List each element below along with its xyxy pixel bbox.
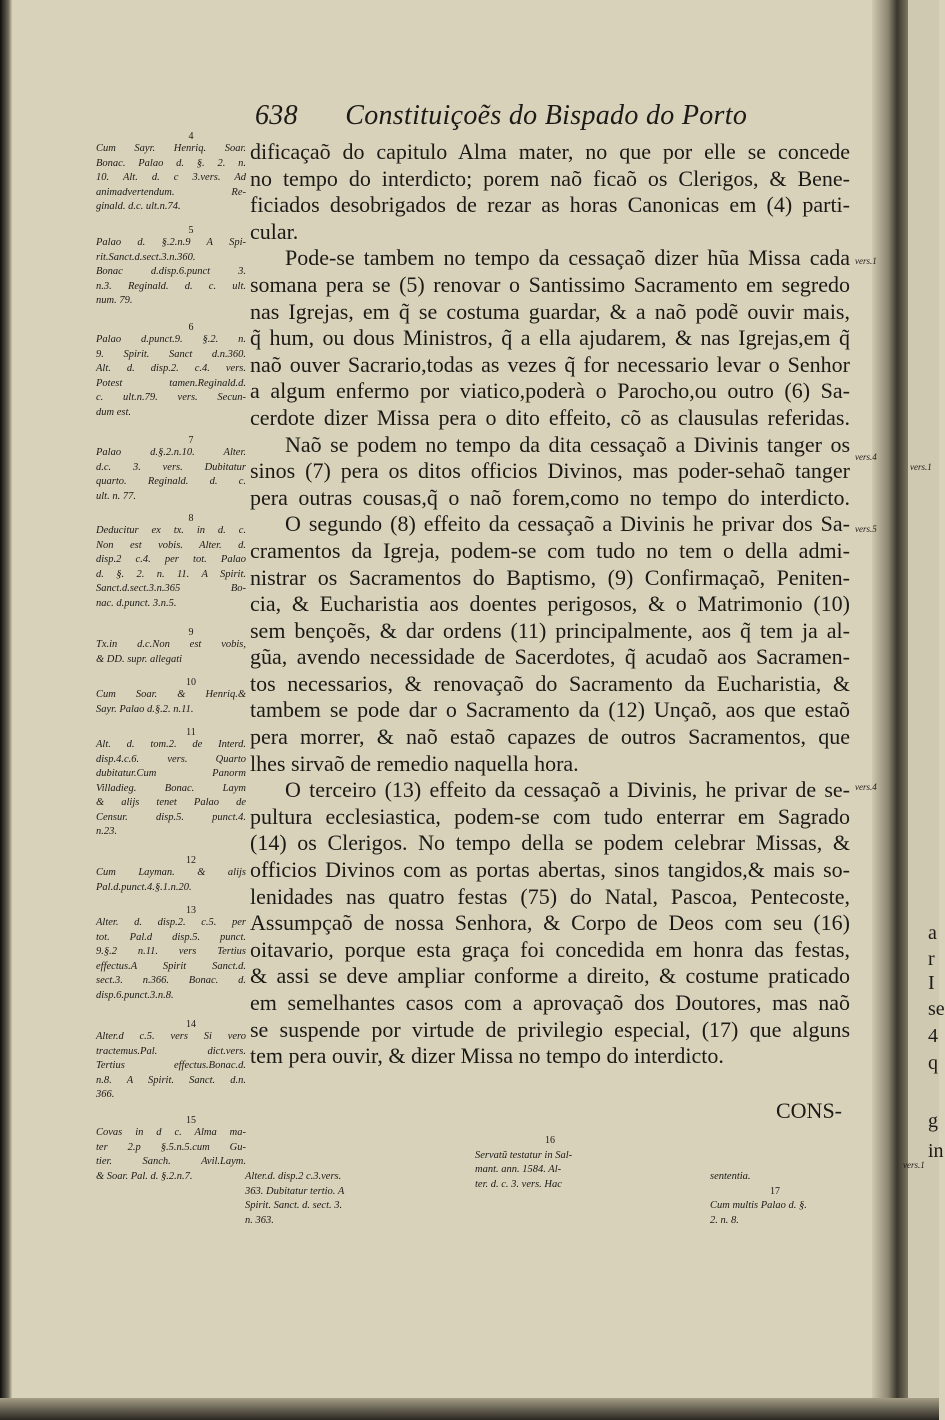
- footnote-line: sententia.: [710, 1171, 751, 1182]
- footnote: [245, 1170, 365, 1228]
- note-line: Palao d.§.2.n.10. Alter.: [96, 447, 246, 458]
- margin-note: [96, 1116, 246, 1184]
- margin-note: [96, 514, 246, 611]
- margin-note: [96, 323, 246, 420]
- note-line: sect.3. n.366. Bonac. d.: [96, 975, 246, 986]
- paragraph: [250, 139, 850, 245]
- facing-page-letter: r: [928, 948, 935, 970]
- page-number: 638: [255, 100, 298, 131]
- note-line: tractemus.Pal. dict.vers.: [96, 1045, 246, 1057]
- note-number: 13: [186, 905, 196, 916]
- note-line: quarto. Reginald. d. c.: [96, 476, 246, 487]
- note-line: tot. Pal.d disp.5. punct.: [96, 931, 246, 943]
- margin-note: [96, 906, 246, 1003]
- verse-mark: vers.1: [855, 256, 877, 266]
- margin-note: [96, 628, 246, 667]
- note-line: 10. Alt. d. c 3.vers. Ad: [96, 172, 246, 183]
- note-line: Non est vobis. Alter. d.: [96, 539, 246, 551]
- note-line: Tertius effectus.Bonac.d.: [96, 1060, 246, 1071]
- note-line: rit.Sanct.d.sect.3.n.360.: [96, 251, 196, 263]
- footnote-line: ter. d. c. 3. vers. Hac: [475, 1178, 562, 1190]
- text-line: cramentos da Igreja, podem-se com tudo no tem o della admi-: [250, 537, 850, 563]
- text-line: sem bençoẽs, & dar ordens (11) principalmente, aos q̃ tem ja al-: [250, 617, 850, 643]
- note-number: 15: [186, 1115, 196, 1126]
- note-line: n.3. Reginald. d. c. ult.: [96, 280, 246, 292]
- text-line: lhes sirvaõ de remedio naquella hora.: [250, 750, 579, 776]
- note-line: 9.§.2 n.11. vers Tertius: [96, 946, 246, 957]
- text-line: se suspende por virtude de privilegio especial, (17) que alguns: [250, 1016, 850, 1042]
- text-line: officios Divinos com as portas abertas, sinos tangidos,& mais so-: [250, 857, 850, 883]
- facing-page-letter: in: [928, 1140, 944, 1162]
- text-line: pera outras cousas,q̃ o naõ forem,como no tempo do interdicto.: [250, 484, 850, 510]
- margin-note: [96, 226, 246, 309]
- note-line: & alijs tenet Palao de: [96, 797, 246, 808]
- note-line: Villadieg. Bonac. Laym: [96, 782, 246, 794]
- text-line: lenidades nas quatro festas (75) do Natal, Pascoa, Pentecoste,: [250, 883, 850, 909]
- verse-mark: vers.5: [855, 524, 877, 534]
- margin-note: [96, 132, 246, 215]
- book-edge-bottom: [0, 1398, 939, 1420]
- text-line: O terceiro (13) effeito da cessaçaõ a Divinis, he privar de se-: [285, 777, 850, 803]
- footnote-line: 2. n. 8.: [710, 1214, 739, 1226]
- text-line: Naõ se podem no tempo da dita cessaçaõ a Divinis tanger os: [285, 431, 850, 457]
- facing-page: [908, 0, 939, 1420]
- text-line: nistrar os Sacramentos do Baptismo, (9) Confirmaçaõ, Peniten-: [250, 564, 850, 590]
- note-line: animadvertendum. Re-: [96, 186, 246, 198]
- facing-page-letter: se: [928, 998, 945, 1020]
- note-line: dubitatur.Cum Panorm: [96, 768, 246, 779]
- note-line: Cum Soar. & Henriq.&: [96, 689, 246, 700]
- note-line: d. §. 2. n. 11. A Spirit.: [96, 568, 246, 580]
- text-line: pultura ecclesiastica, podem-se com tudo enterrar em Sagrado: [250, 803, 850, 829]
- paragraph: [250, 432, 850, 512]
- note-line: tier. Sanch. Avil.Laym.: [96, 1156, 246, 1167]
- facing-page-letter: a: [928, 922, 937, 944]
- text-line: q̃ hum, ou dous Ministros, q̃ a ella ajudarem, & nas Igrejas,em q̃: [250, 325, 850, 351]
- text-line: tem pera ouvir, & dizer Missa no tempo do interdicto.: [250, 1043, 724, 1069]
- note-line: Palao d.punct.9. §.2. n.: [96, 334, 246, 345]
- text-line: Assumpçaõ de nossa Senhora, & Corpo de Deos com seu (16): [250, 910, 850, 936]
- footnote-line: Alter.d. disp.2 c.3.vers.: [245, 1171, 342, 1182]
- text-line: cerdote dizer Missa pera o dito effeito, cõ as clausulas referidas.: [250, 404, 850, 430]
- text-line: cia, & Eucharistia aos doentes perigosos, & o Matrimonio (10): [250, 591, 850, 617]
- note-line: Covas in d c. Alma ma-: [96, 1127, 246, 1138]
- note-line: 366.: [96, 1089, 115, 1100]
- note-number: 4: [188, 131, 194, 142]
- text-line: oitavario, porque esta graça foi concedida em honra das festas,: [250, 936, 850, 962]
- note-number: 7: [188, 435, 194, 446]
- note-line: Bonac d.disp.6.punct 3.: [96, 266, 246, 277]
- note-line: Alter.d c.5. vers Si vero: [96, 1031, 246, 1042]
- footnote: [475, 1134, 625, 1192]
- book-gutter: [872, 0, 908, 1420]
- footnote-line: n. 363.: [245, 1214, 274, 1226]
- note-line: ult. n. 77.: [96, 490, 136, 502]
- text-line: em semelhantes casos com a aprovaçaõ dos Doutores, mas naõ: [250, 990, 850, 1015]
- text-line: gũa, avendo necessidade de Sacerdotes, q̃ acudaõ aos Sacramen-: [250, 644, 850, 670]
- page-header: [255, 100, 747, 132]
- note-line: Palao d. §.2.n.9 A Spi-: [96, 237, 246, 248]
- text-line: nas Igrejas, em q̃ se costuma guardar, & a naõ podẽ ouvir mais,: [250, 298, 850, 324]
- note-line: disp.4.c.6. vers. Quarto: [96, 753, 246, 765]
- note-number: 14: [186, 1019, 196, 1030]
- text-line: tambem se pode dar o Sacramento da (12) Unçaõ, aos que estaõ: [250, 697, 850, 723]
- paragraph: [250, 777, 850, 1070]
- note-line: Censur. disp.5. punct.4.: [96, 811, 246, 823]
- note-line: Sanct.d.sect.3.n.365 Bo-: [96, 583, 246, 594]
- note-line: dum est.: [96, 406, 131, 418]
- note-line: n.8. A Spirit. Sanct. d.n.: [96, 1074, 246, 1086]
- text-line: pera morrer, & naõ estaõ capazes de outros Sacramentos, que: [250, 724, 850, 750]
- note-number: 8: [188, 513, 194, 524]
- margin-note: [96, 1020, 246, 1103]
- paragraph: [250, 245, 850, 431]
- verse-mark: vers.1: [903, 1160, 925, 1170]
- text-line: cular.: [250, 218, 299, 244]
- note-number: 10: [186, 677, 196, 688]
- facing-page-letter: I: [928, 972, 935, 994]
- note-line: Deducitur ex tx. in d. c.: [96, 525, 246, 536]
- footnote-number: 17: [770, 1185, 780, 1197]
- note-line: d.c. 3. vers. Dubitatur: [96, 461, 246, 473]
- footnote-number: 16: [545, 1135, 555, 1146]
- text-line: a algum enfermo por viatico,poderà o Parocho,ou outro (6) Sa-: [250, 378, 850, 404]
- note-line: Alt. d. tom.2. de Interd.: [96, 739, 246, 750]
- footnote: [710, 1170, 840, 1228]
- verse-mark: vers.1: [910, 462, 932, 472]
- note-number: 5: [188, 225, 194, 236]
- note-number: 12: [186, 855, 196, 866]
- note-line: Cum Sayr. Henriq. Soar.: [96, 143, 246, 154]
- note-line: & DD. supr. allegati: [96, 653, 183, 665]
- margin-note: [96, 856, 246, 895]
- note-line: Alter. d. disp.2. c.5. per: [96, 917, 246, 928]
- note-line: ter 2.p §.5.n.5.cum Gu-: [96, 1141, 246, 1153]
- text-line: no tempo do interdicto; porem naõ ficaõ os Clerigos, & Bene-: [250, 165, 850, 191]
- facing-page-letter: g: [928, 1110, 938, 1132]
- note-line: Alt. d. disp.2. c.4. vers.: [96, 363, 246, 374]
- text-line: & assi se deve ampliar conforme a direito, & costume praticado: [250, 963, 850, 989]
- paragraph: [250, 511, 850, 777]
- facing-page-letter: 4: [928, 1025, 938, 1047]
- text-line: O segundo (8) effeito da cessaçaõ a Divinis he privar dos Sa-: [285, 511, 850, 537]
- note-line: num. 79.: [96, 295, 133, 306]
- text-line: tos necessarios, & renovaçaõ do Sacramento da Eucharistia, &: [250, 670, 850, 696]
- text-line: somana pera se (5) renovar o Santissimo Sacramento em segredo: [250, 271, 850, 297]
- note-number: 9: [188, 627, 194, 638]
- text-line: sinos (7) pera os ditos officios Divinos, mas poder-sehaõ tanger: [250, 458, 850, 484]
- text-line: Pode-se tambem no tempo da cessaçaõ dizer hũa Missa cada: [285, 245, 850, 271]
- note-line: & Soar. Pal. d. §.2.n.7.: [96, 1170, 193, 1182]
- note-number: 6: [188, 322, 194, 333]
- note-line: ginald. d.c. ult.n.74.: [96, 201, 181, 212]
- note-line: c. ult.n.79. vers. Secun-: [96, 392, 246, 403]
- verse-mark: vers.4: [855, 452, 877, 462]
- note-line: 9. Spirit. Sanct d.n.360.: [96, 348, 246, 360]
- note-line: Cum Layman. & alijs: [96, 867, 246, 878]
- text-line: dificaçaõ do capitulo Alma mater, no que por elle se concede: [250, 139, 850, 164]
- text-line: ficiados desobrigados de rezar as horas Canonicas em (4) parti-: [250, 192, 850, 218]
- facing-page-letter: q: [928, 1052, 938, 1074]
- footnote-line: Servatũ testatur in Sal-: [475, 1149, 573, 1161]
- footnote-line: Cum multis Palao d. §.: [710, 1200, 807, 1211]
- footnote-line: mant. ann. 1584. Al-: [475, 1164, 562, 1175]
- note-line: effectus.A Spirit Sanct.d.: [96, 960, 246, 972]
- note-line: disp.2 c.4. per tot. Palao: [96, 554, 246, 565]
- margin-note: [96, 436, 246, 504]
- text-line: naõ ouver Sacrario,todas as vezes q̃ for necessario levar o Senhor: [250, 351, 850, 377]
- note-line: disp.6.punct.3.n.8.: [96, 989, 174, 1001]
- note-line: n.23.: [96, 826, 117, 837]
- note-line: Bonac. Palao d. §. 2. n.: [96, 157, 246, 169]
- catchword: CONS-: [776, 1098, 843, 1123]
- note-line: Sayr. Palao d.§.2. n.11.: [96, 703, 194, 715]
- main-text: [250, 139, 850, 1070]
- note-number: 11: [186, 727, 196, 738]
- footnote-line: 363. Dubitatur tertio. A: [245, 1185, 345, 1197]
- footnote-line: Spirit. Sanct. d. sect. 3.: [245, 1200, 343, 1211]
- book-edge-left: [0, 0, 12, 1420]
- note-line: nac. d.punct. 3.n.5.: [96, 597, 177, 609]
- note-line: Tx.in d.c.Non est vobis,: [96, 639, 246, 650]
- note-line: Pal.d.punct.4.§.1.n.20.: [96, 881, 192, 893]
- margin-note: [96, 728, 246, 840]
- margin-note: [96, 678, 246, 717]
- running-title: Constituiçoẽs do Bispado do Porto: [345, 100, 748, 131]
- verse-mark: vers.4: [855, 782, 877, 792]
- text-line: (14) os Clerigos. No tempo della se podem celebrar Missas, &: [250, 830, 850, 856]
- note-line: Potest tamen.Reginald.d.: [96, 377, 246, 389]
